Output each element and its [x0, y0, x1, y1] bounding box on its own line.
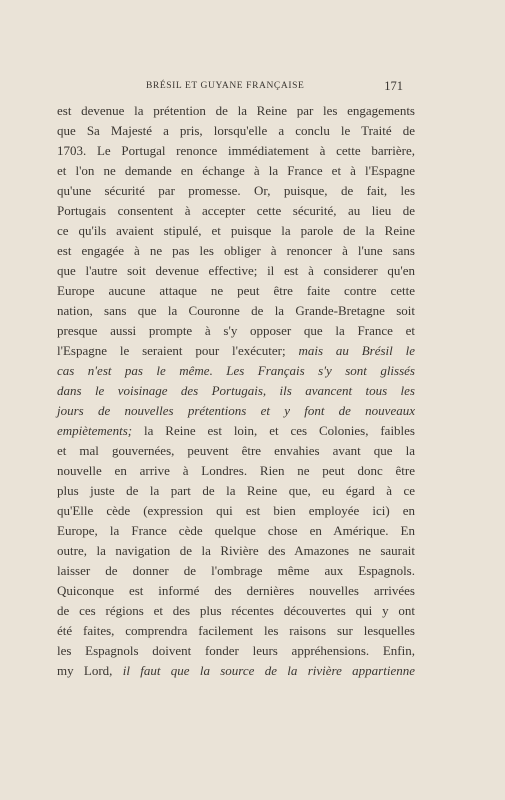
- text-line: [57, 321, 415, 341]
- body-text: [57, 101, 415, 681]
- text-segment: est devenue la prétention de la Reine par les engagements: [57, 103, 415, 118]
- text-line: [57, 481, 415, 501]
- text-line: [57, 101, 415, 121]
- text-segment: que l'autre soit devenue effective; il est à considerer qu'en: [57, 263, 415, 278]
- text-segment: est engagée à ne pas les obliger à renoncer à l'une sans: [57, 243, 415, 258]
- text-segment: my Lord,: [57, 663, 123, 678]
- text-segment: Portugais consentent à accepter cette sécurité, au lieu de: [57, 203, 415, 218]
- text-segment: nation, sans que la Couronne de la Grande-Bretagne soit: [57, 303, 415, 318]
- text-segment: l'Espagne le seraient pour l'exécuter;: [57, 343, 299, 358]
- text-line: [57, 561, 415, 581]
- text-line: [57, 581, 415, 601]
- text-line: [57, 201, 415, 221]
- text-line: [57, 601, 415, 621]
- text-line: [57, 661, 415, 681]
- text-segment: Quiconque est informé des dernières nouvelles arrivées: [57, 583, 415, 598]
- italic-text-segment: jours de nouvelles prétentions et y font de nouveaux: [57, 403, 415, 418]
- text-line: [57, 161, 415, 181]
- text-segment: outre, la navigation de la Rivière des Amazones ne saurait: [57, 543, 415, 558]
- text-segment: et mal gouvernées, peuvent être envahies avant que la: [57, 443, 415, 458]
- text-segment: qu'Elle cède (expression qui est bien employée ici) en: [57, 503, 415, 518]
- text-line: [57, 541, 415, 561]
- text-segment: de ces régions et des plus récentes découvertes qui y ont: [57, 603, 415, 618]
- text-line: [57, 461, 415, 481]
- running-title: BRÉSIL ET GUYANE FRANÇAISE: [146, 81, 305, 91]
- text-segment: ce qu'ils avaient stipulé, et puisque la parole de la Reine: [57, 223, 415, 238]
- italic-text-segment: dans le voisinage des Portugais, ils avancent tous les: [57, 383, 415, 398]
- text-segment: presque aussi prompte à s'y opposer que la France et: [57, 323, 415, 338]
- text-line: [57, 641, 415, 661]
- text-line: [57, 141, 415, 161]
- text-line: [57, 301, 415, 321]
- text-line: [57, 281, 415, 301]
- text-line: [57, 261, 415, 281]
- text-segment: les Espagnols doivent fonder leurs appréhensions. Enfin,: [57, 643, 415, 658]
- text-line: [57, 241, 415, 261]
- text-segment: plus juste de la part de la Reine que, eu égard à ce: [57, 483, 415, 498]
- italic-text-segment: empiètements;: [57, 423, 133, 438]
- text-line: [57, 181, 415, 201]
- text-segment: 1703. Le Portugal renonce immédiatement à cette barrière,: [57, 143, 415, 158]
- text-line: [57, 221, 415, 241]
- text-line: [57, 361, 415, 381]
- page-number: 171: [384, 79, 403, 93]
- text-line: [57, 621, 415, 641]
- text-line: [57, 521, 415, 541]
- text-segment: que Sa Majesté a pris, lorsqu'elle a conclu le Traité de: [57, 123, 415, 138]
- text-line: [57, 441, 415, 461]
- text-segment: la Reine est loin, et ces Colonies, faibles: [132, 423, 415, 438]
- text-line: [57, 341, 415, 361]
- text-line: [57, 381, 415, 401]
- text-segment: été faites, comprendra facilement les raisons sur lesquelles: [57, 623, 415, 638]
- text-line: [57, 501, 415, 521]
- text-segment: qu'une sécurité par promesse. Or, puisque, de fait, les: [57, 183, 415, 198]
- text-line: [57, 401, 415, 421]
- italic-text-segment: mais au Brésil le: [298, 343, 415, 358]
- running-head: [0, 76, 505, 96]
- text-segment: Europe, la France cède quelque chose en Amérique. En: [57, 523, 415, 538]
- text-segment: Europe aucune attaque ne peut être faite contre cette: [57, 283, 415, 298]
- text-segment: laisser de donner de l'ombrage même aux Espagnols.: [57, 563, 415, 578]
- italic-text-segment: cas n'est pas le même. Les Français s'y sont glissés: [57, 363, 415, 378]
- text-segment: et l'on ne demande en échange à la France et à l'Espagne: [57, 163, 415, 178]
- text-line: [57, 121, 415, 141]
- text-segment: nouvelle en arrive à Londres. Rien ne peut donc être: [57, 463, 415, 478]
- italic-text-segment: il faut que la source de la rivière appartienne: [122, 663, 415, 678]
- text-line: [57, 421, 415, 441]
